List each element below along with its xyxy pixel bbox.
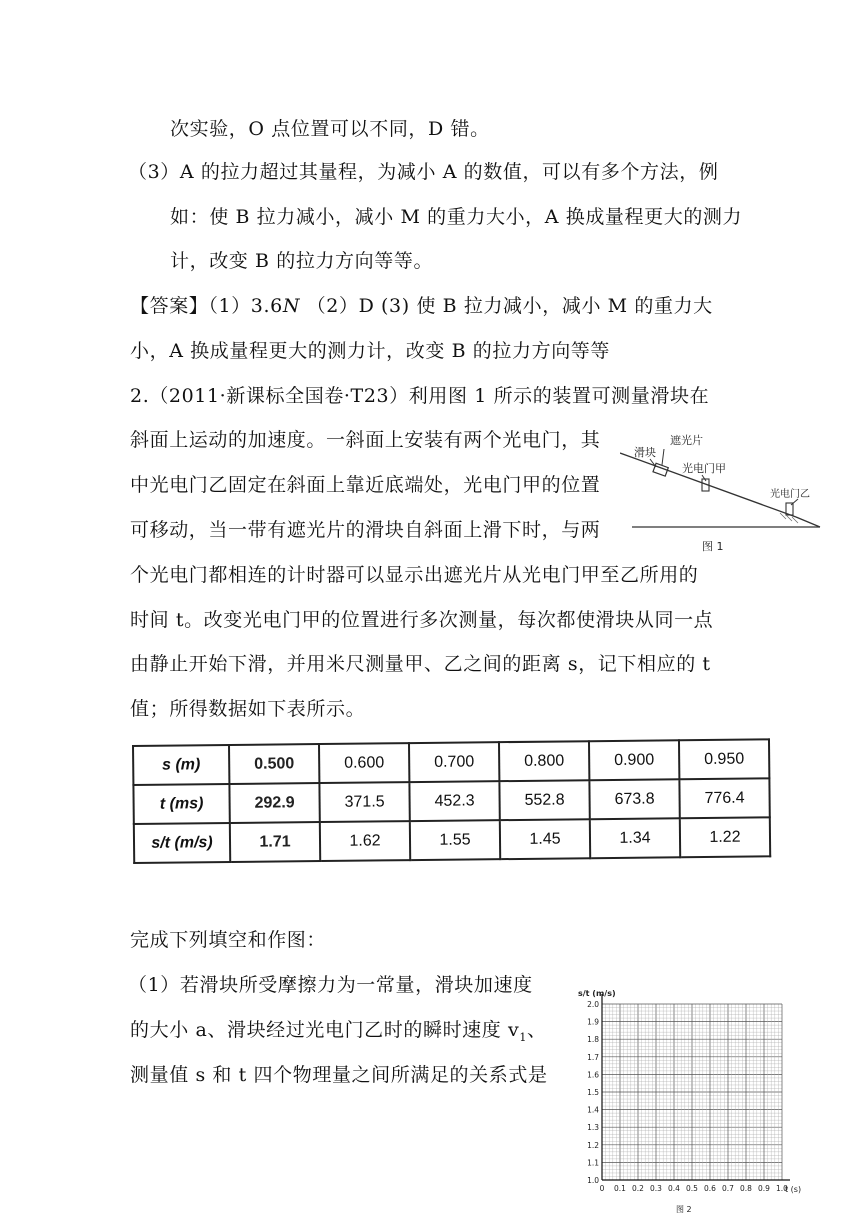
leader-line [662,449,664,465]
row-header: s/t (m/s) [134,823,230,863]
label-gate-b: 光电门乙 [770,489,810,500]
table-cell: 776.4 [679,778,769,818]
x-tick-label: 0.7 [722,1184,734,1193]
x-tick-label: 0.9 [758,1184,770,1193]
question-line: 测量值 s 和 t 四个物理量之间所满足的关系式是 [130,1064,548,1086]
row-header: t (ms) [133,784,229,824]
instruction-line: 完成下列填空和作图： [130,929,327,951]
y-tick-label: 1.2 [587,1140,599,1150]
question-line: 个光电门都相连的计时器可以显示出遮光片从光电门甲至乙所用的 [130,564,699,586]
solution-line: 如：使 B 拉力减小，减小 M 的重力大小，A 换成量程更大的测力 [170,206,743,228]
subscript: 1 [519,1030,527,1044]
y-tick-label: 1.9 [587,1017,599,1027]
table-cell: 0.600 [319,743,409,783]
question-text: 、 [526,1019,547,1041]
figure-2-grid-chart [572,980,812,1216]
y-tick-label: 1.7 [587,1052,599,1062]
x-tick-label: 0.4 [668,1184,680,1193]
table-cell: 0.900 [589,740,679,780]
grid [602,1004,782,1180]
table-cell: 1.45 [500,819,590,859]
question-line: 中光电门乙固定在斜面上靠近底端处，光电门甲的位置 [130,474,601,496]
table-cell: 1.34 [590,818,680,858]
solution-line: 次实验，O 点位置可以不同，D 错。 [170,118,490,140]
question-line: 时间 t。改变光电门甲的位置进行多次测量，每次都使滑块从同一点 [130,609,714,631]
table-cell: 1.71 [230,822,320,862]
label-gate-a: 光电门甲 [682,462,726,475]
y-tick-label: 1.8 [587,1035,599,1045]
y-axis-label: s/t (m/s) [578,989,616,998]
answer-unit: N [282,295,301,317]
answer-label: 【答案】 [130,295,209,317]
table-row [134,817,770,863]
figure-1-apparatus [620,415,832,565]
row-header: s (m) [133,745,229,785]
table-cell: 1.62 [320,821,410,861]
label-shade: 遮光片 [670,434,703,447]
y-tick-label: 1.4 [587,1105,599,1115]
y-tick-label: 1.0 [587,1176,599,1185]
table-cell: 0.700 [409,742,499,782]
solution-line: 计，改变 B 的拉力方向等等。 [170,250,434,272]
solution-line: （3）A 的拉力超过其量程，为减小 A 的数值，可以有多个方法，例 [128,161,719,183]
y-tick-label: 1.3 [587,1123,599,1133]
data-table [132,738,771,864]
figure-2-caption: 图 2 [676,1205,692,1214]
answer-text: （1）3.6 [208,295,283,317]
table-cell: 1.55 [410,820,500,860]
question-line [130,1018,547,1050]
answer-text: （2）D (3) 使 B 拉力减小，减小 M 的重力大 [300,295,713,317]
x-tick-label: 1.0 [776,1184,788,1193]
x-tick-label: 0.8 [740,1184,752,1193]
table-row [133,739,769,785]
table-cell: 292.9 [229,783,319,823]
x-tick-label: 0.6 [704,1184,716,1193]
y-tick-label: 1.5 [587,1088,599,1097]
question-line: 由静止开始下滑，并用米尺测量甲、乙之间的距离 s，记下相应的 t [130,653,711,675]
table-cell: 452.3 [409,781,499,821]
y-tick-label: 1.1 [587,1158,599,1168]
leader-line [702,475,706,481]
table-cell: 552.8 [499,780,589,820]
table-cell: 0.950 [679,739,769,779]
table-cell: 371.5 [319,782,409,822]
figure-1-caption: 图 1 [702,540,724,553]
answer-line: 小，A 换成量程更大的测力计，改变 B 的拉力方向等等 [130,340,611,362]
question-line: 可移动，当一带有遮光片的滑块自斜面上滑下时，与两 [130,519,601,541]
x-tick-label: 0.2 [632,1184,644,1193]
label-block: 滑块 [634,446,656,459]
table-row [133,778,769,824]
x-tick-label: 0.3 [650,1184,662,1193]
table-cell: 0.500 [229,744,319,784]
question-line: 斜面上运动的加速度。一斜面上安装有两个光电门，其 [130,429,601,451]
table-cell: 1.22 [680,817,770,857]
question-line: 2.（2011·新课标全国卷·T23）利用图 1 所示的装置可测量滑块在 [130,385,710,407]
y-tick-label: 1.6 [587,1070,599,1080]
x-axis-label: t (s) [785,1185,802,1194]
leader-line [650,459,656,467]
tick-labels [587,1000,788,1193]
x-tick-label: 0 [599,1184,605,1193]
question-line: （1）若滑块所受摩擦力为一常量，滑块加速度 [128,974,533,996]
question-text: 的大小 a、滑块经过光电门乙时的瞬时速度 v [130,1019,520,1041]
incline-end [796,517,820,527]
answer-line [130,294,713,318]
question-line: 值；所得数据如下表所示。 [130,698,366,720]
x-tick-label: 0.1 [614,1184,626,1193]
table-cell: 673.8 [589,779,679,819]
table-cell: 0.800 [499,741,589,781]
x-tick-label: 0.5 [686,1184,698,1193]
y-tick-label: 2.0 [587,1000,599,1009]
